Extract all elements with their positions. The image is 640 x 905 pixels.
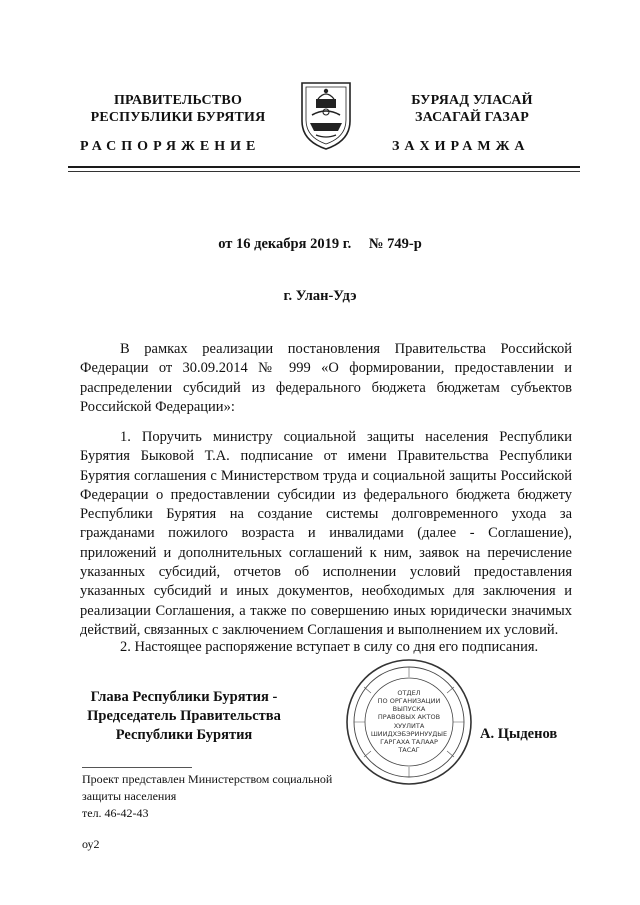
doc-type-left: РАСПОРЯЖЕНИЕ [80, 139, 261, 154]
doc-type-right: ЗАХИРАМЖА [392, 139, 530, 154]
body-paragraph-2: 1. Поручить министру социальной защиты населения Республики Бурятия Быковой Т.А. подписание от имени Правительства Республики Бурятия соглашения с Министерством труда и социальной защиты Российской Федерации о предоставлении субсидии из федерального бюджета бюджету Республики Бурятия на создание системы долговременного ухода за гражданами пожилого возраста и инвалидами (далее - Соглашение), приложений и дополнительных соглашений к ним, заявок на перечисление указанных субсидий, отчетов об исполнении условий предоставления указанных субсидий и иных документов, необходимых для заключения и реализации Соглашения, а также по совершению иных юридически значимых действий, связанных с заключением Соглашения и выполнением их условий. [80, 429, 572, 638]
header-left-line2: РЕСПУБЛИКИ БУРЯТИЯ [90, 110, 266, 125]
document-date: от 16 декабря 2019 г. [218, 236, 352, 252]
footer-rule [82, 767, 192, 768]
footer-code: оу2 [82, 837, 100, 851]
header-right [372, 92, 572, 126]
header-right-line2: ЗАСАГАЙ ГАЗАР [414, 110, 529, 125]
stamp-line-1: ОТДЕЛ [397, 689, 421, 697]
stamp-line-3: ВЫПУСКА [392, 705, 426, 713]
signatory-title-line3: Республики Бурятия [115, 727, 253, 743]
header-rule-thick [68, 166, 580, 168]
signatory-title-line2: Председатель Правительства [87, 708, 281, 724]
footer-line1: Проект представлен Министерством социальной [82, 772, 333, 786]
stamp-line-6: ШИИДХЭБЭРИНУУДЫЕ [370, 730, 448, 738]
official-stamp [344, 657, 474, 787]
footer-line2: защиты населения [82, 789, 177, 803]
body-paragraph-1: В рамках реализации постановления Правительства Российской Федерации от 30.09.2014 № 999 «О формировании, предоставлении и распределении субсидий из федерального бюджета бюджетам субъектов Российской Федерации»: [80, 341, 572, 415]
stamp-line-2: ПО ОРГАНИЗАЦИИ [377, 697, 441, 705]
date-number-line [0, 236, 640, 253]
signatory-name: А. Цыденов [480, 726, 558, 742]
header-right-line1: БУРЯАД УЛАСАЙ [411, 93, 533, 108]
header-rule-thin [68, 171, 580, 172]
coat-of-arms-icon [298, 77, 354, 151]
document-city: г. Улан-Удэ [283, 288, 357, 304]
header-left-line1: ПРАВИТЕЛЬСТВО [113, 93, 243, 108]
stamp-line-8: ТАСАГ [398, 746, 420, 754]
stamp-line-4: ПРАВОВЫХ АКТОВ [377, 713, 441, 721]
footer-note [82, 771, 332, 822]
stamp-line-7: ГАРГАХА ТАЛААР [380, 738, 438, 746]
footer-phone: тел. 46-42-43 [82, 806, 149, 820]
stamp-line-5: ХУУЛИТА [393, 722, 425, 730]
header-left [78, 92, 278, 126]
body-paragraph-3: 2. Настоящее распоряжение вступает в силу со дня его подписания. [120, 639, 539, 655]
signatory-title-line1: Глава Республики Бурятия - [90, 689, 278, 705]
signatory-title [72, 688, 296, 745]
document-number: № 749-р [368, 236, 422, 252]
